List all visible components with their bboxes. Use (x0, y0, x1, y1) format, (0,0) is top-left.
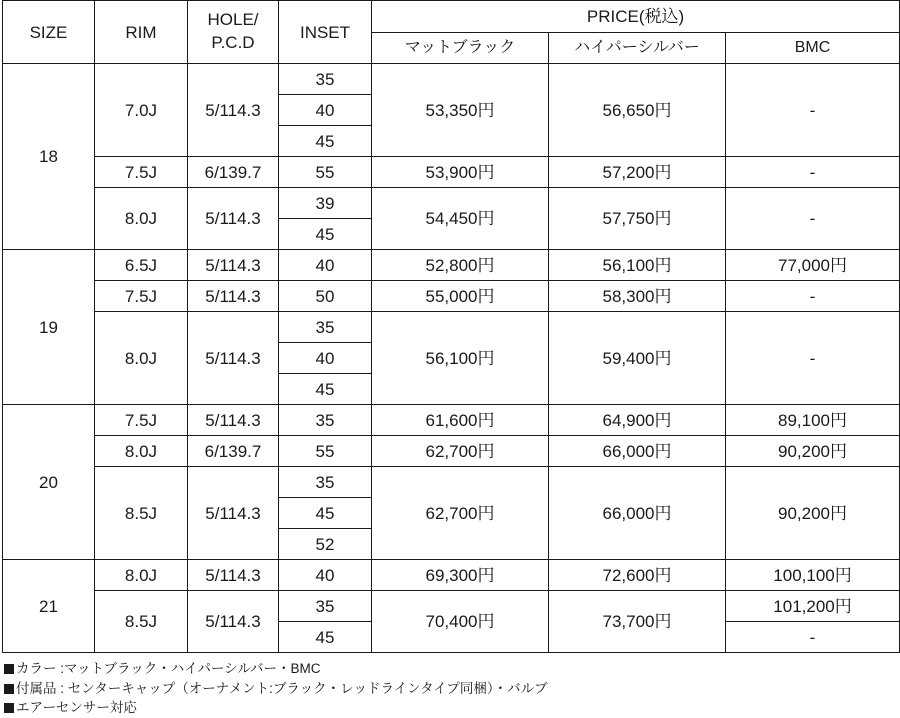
wheel-spec-price-table (2, 0, 900, 653)
price-hyper-silver-cell: 66,000円 (549, 436, 726, 467)
size-cell: 20 (3, 405, 95, 560)
inset-cell: 52 (279, 529, 372, 560)
price-matte-black-cell: 70,400円 (372, 591, 549, 653)
table-row (3, 560, 900, 591)
size-group (3, 64, 900, 250)
rim-cell: 7.5J (95, 405, 188, 436)
pcd-cell: 5/114.3 (188, 188, 279, 250)
pcd-cell: 6/139.7 (188, 157, 279, 188)
price-hyper-silver-cell: 66,000円 (549, 467, 726, 560)
rim-cell: 8.0J (95, 436, 188, 467)
table-row (3, 64, 900, 95)
price-hyper-silver-cell: 59,400円 (549, 312, 726, 405)
notes (4, 659, 894, 718)
pcd-cell: 5/114.3 (188, 250, 279, 281)
price-matte-black-cell: 62,700円 (372, 436, 549, 467)
price-bmc-cell: 89,100円 (726, 405, 900, 436)
header-price: PRICE(税込) (372, 1, 900, 33)
rim-cell: 8.0J (95, 188, 188, 250)
header-inset: INSET (279, 1, 372, 64)
size-cell: 18 (3, 64, 95, 250)
pcd-cell: 6/139.7 (188, 436, 279, 467)
note-text: エアーセンサー対応 (16, 700, 137, 715)
header-bmc: BMC (726, 33, 900, 64)
price-hyper-silver-cell: 56,650円 (549, 64, 726, 157)
price-matte-black-cell: 56,100円 (372, 312, 549, 405)
square-bullet-icon (4, 684, 14, 694)
price-bmc-cell: 90,200円 (726, 436, 900, 467)
pcd-cell: 5/114.3 (188, 281, 279, 312)
pcd-cell: 5/114.3 (188, 64, 279, 157)
price-bmc-cell: 90,200円 (726, 467, 900, 560)
price-bmc-cell: - (726, 157, 900, 188)
square-bullet-icon (4, 664, 14, 674)
size-group (3, 405, 900, 560)
price-hyper-silver-cell: 57,750円 (549, 188, 726, 250)
inset-cell: 40 (279, 343, 372, 374)
price-hyper-silver-cell: 56,100円 (549, 250, 726, 281)
price-matte-black-cell: 53,350円 (372, 64, 549, 157)
price-matte-black-cell: 62,700円 (372, 467, 549, 560)
inset-cell: 55 (279, 157, 372, 188)
inset-cell: 55 (279, 436, 372, 467)
inset-cell: 40 (279, 95, 372, 126)
table-row (3, 188, 900, 219)
size-cell: 21 (3, 560, 95, 653)
rim-cell: 8.0J (95, 312, 188, 405)
header-matte-black: マットブラック (372, 33, 549, 64)
rim-cell: 8.5J (95, 467, 188, 560)
table-row (3, 312, 900, 343)
inset-cell: 45 (279, 498, 372, 529)
inset-cell: 39 (279, 188, 372, 219)
note-text: カラー :マットブラック・ハイパーシルバー・BMC (16, 661, 321, 676)
note-colors (4, 659, 894, 679)
pcd-cell: 5/114.3 (188, 560, 279, 591)
inset-cell: 45 (279, 126, 372, 157)
size-cell: 19 (3, 250, 95, 405)
header-size: SIZE (3, 1, 95, 64)
header-hole-line2: P.C.D (211, 33, 255, 52)
table-row (3, 281, 900, 312)
price-bmc-cell: - (726, 188, 900, 250)
inset-cell: 35 (279, 591, 372, 622)
table-row (3, 467, 900, 498)
price-bmc-cell: 77,000円 (726, 250, 900, 281)
inset-cell: 45 (279, 219, 372, 250)
header-hyper-silver: ハイパーシルバー (549, 33, 726, 64)
note-text: 付属品 : センターキャップ（オーナメント:ブラック・レッドラインタイプ同梱）・バルブ (16, 680, 548, 696)
price-matte-black-cell: 55,000円 (372, 281, 549, 312)
price-hyper-silver-cell: 72,600円 (549, 560, 726, 591)
inset-cell: 35 (279, 467, 372, 498)
header-hole-pcd (188, 1, 279, 64)
header-rim: RIM (95, 1, 188, 64)
pcd-cell: 5/114.3 (188, 312, 279, 405)
table-row (3, 250, 900, 281)
note-air-sensor (4, 698, 894, 718)
inset-cell: 35 (279, 405, 372, 436)
table-row (3, 436, 900, 467)
header-hole-line1: HOLE/ (207, 10, 259, 30)
price-bmc-cell: - (726, 64, 900, 157)
price-bmc-cell: - (726, 312, 900, 405)
pcd-cell: 5/114.3 (188, 591, 279, 653)
inset-cell: 40 (279, 560, 372, 591)
price-matte-black-cell: 53,900円 (372, 157, 549, 188)
inset-cell: 50 (279, 281, 372, 312)
price-hyper-silver-cell: 64,900円 (549, 405, 726, 436)
rim-cell: 7.5J (95, 281, 188, 312)
note-accessories (4, 679, 894, 699)
inset-cell: 35 (279, 64, 372, 95)
price-bmc-cell: - (726, 622, 900, 653)
price-bmc-cell: - (726, 281, 900, 312)
price-matte-black-cell: 52,800円 (372, 250, 549, 281)
rim-cell: 8.5J (95, 591, 188, 653)
pcd-cell: 5/114.3 (188, 405, 279, 436)
table-row (3, 157, 900, 188)
price-bmc-cell: 100,100円 (726, 560, 900, 591)
price-hyper-silver-cell: 58,300円 (549, 281, 726, 312)
rim-cell: 7.0J (95, 64, 188, 157)
inset-cell: 45 (279, 374, 372, 405)
rim-cell: 8.0J (95, 560, 188, 591)
table-row (3, 591, 900, 622)
price-hyper-silver-cell: 73,700円 (549, 591, 726, 653)
table-row (3, 405, 900, 436)
rim-cell: 6.5J (95, 250, 188, 281)
price-matte-black-cell: 61,600円 (372, 405, 549, 436)
pcd-cell: 5/114.3 (188, 467, 279, 560)
rim-cell: 7.5J (95, 157, 188, 188)
inset-cell: 40 (279, 250, 372, 281)
inset-cell: 35 (279, 312, 372, 343)
price-matte-black-cell: 69,300円 (372, 560, 549, 591)
square-bullet-icon (4, 703, 14, 713)
size-group (3, 560, 900, 653)
size-group (3, 250, 900, 405)
inset-cell: 45 (279, 622, 372, 653)
header-row-1 (3, 1, 900, 33)
price-hyper-silver-cell: 57,200円 (549, 157, 726, 188)
price-bmc-cell: 101,200円 (726, 591, 900, 622)
price-matte-black-cell: 54,450円 (372, 188, 549, 250)
